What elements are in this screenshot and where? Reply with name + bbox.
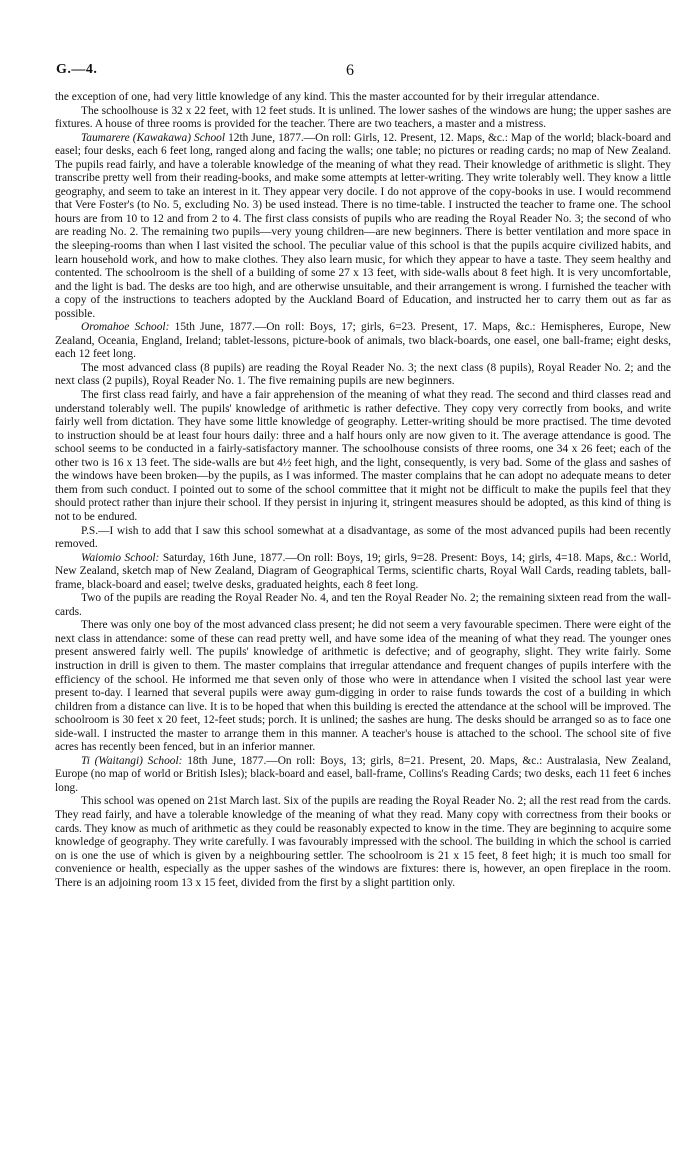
paragraph-text: Two of the pupils are reading the Royal Reader No. 4, and ten the Royal Reader No. 2; the remaining sixteen read from the wall-cards. <box>55 592 671 618</box>
paragraph <box>55 592 671 619</box>
paragraph <box>55 105 671 132</box>
paragraph <box>55 795 671 890</box>
school-name: Taumarere (Kawakawa) School <box>81 131 226 144</box>
paragraph <box>55 321 671 362</box>
page-header <box>0 62 700 82</box>
paragraph-text: the exception of one, had very little knowledge of any kind. This the master accounted for by their irregular attendance. <box>55 91 600 103</box>
paragraph <box>55 362 671 389</box>
paragraph <box>55 552 671 593</box>
paragraph-text: There was only one boy of the most advanced class present; he did not seem a very favourable specimen. There were eight of the next class in attendance: some of these can read pretty well, and have some idea of the meaning of what they read. The younger ones present answered fairly well. The pupils' knowledge of arithmetic is defective; and of geography, slight. They write fairly. Some instruction in drill is given to them. The master complains that irregular attendance and frequent changes of pupils interfere with the efficiency of the school. He informed me that seven only of those who were in attendance when I visited the school last year were present to-day. I learned that several pupils were away gum-digging in order to raise funds towards the cost of a building in which children from a distance can live. It is to be hoped that when this building is erected the attendance at the school will be improved. The schoolroom is 30 feet x 20 feet, 12-feet studs; porch. It is unlined; the sashes are hung. The desks should be arranged so as to face one side-wall. I instructed the master to arrange them in this manner. A teacher's house is attached to the school. The school site of five acres has recently been fenced, but in an inferior manner. <box>55 619 671 754</box>
paragraph <box>55 619 671 754</box>
school-name: Ti (Waitangi) School: <box>81 754 183 767</box>
paragraph-text: The first class read fairly, and have a fair apprehension of the meaning of what they read. The second and third classes read and understand tolerably well. The pupils' knowledge of arithmetic is rather defective. They copy very correctly from books, and write fairly well from dictation. They have some little knowledge of geography. Letter-writing should be more practised. The time devoted to instruction should be at least four hours daily: three and a half hours only are now given to it. The average attendance is good. The school seems to be conducted in a fairly-satisfactory manner. The schoolhouse consists of three rooms, one 34 x 26 feet; each of the other two is 16 x 13 feet. The side-walls are but 4½ feet high, and the light, consequently, is very bad. Some of the glass and sashes of the windows have been broken—by the pupils, as I was informed. The master complains that he can adopt no adequate means to deter them from such conduct. I pointed out to some of the school committee that it might not be difficult to make the pupils feel that they should protect rather than injure their school. If they persist in injuring it, stringent measures should be adopted, as this kind of thing is not to be endured. <box>55 389 671 523</box>
paragraph <box>55 389 671 524</box>
paragraph <box>55 132 671 322</box>
paragraph-text: 15th June, 1877.—On roll: Boys, 17; girls, 6=23. Present, 17. Maps, &c.: Hemispheres, Europe, New Zealand, Oceania, England, Ireland; tablet-lessons, picture-book of animals, two black-boards, one easel, one ball-frame; eight desks, each 12 feet long. <box>55 321 671 361</box>
school-name: Oromahoe School: <box>81 321 170 334</box>
body-text <box>55 91 671 890</box>
document-code: G.—4. <box>56 62 98 77</box>
paragraph <box>55 91 671 105</box>
paragraph <box>55 755 671 796</box>
paragraph-text: The most advanced class (8 pupils) are reading the Royal Reader No. 3; the next class (8 pupils), Royal Reader No. 2; and the next class (2 pupils), Royal Reader No. 1. The five remaining pupils are new beginners. <box>55 361 671 388</box>
paragraph-text: 12th June, 1877.—On roll: Girls, 12. Present, 12. Maps, &c.: Map of the world; black-board and easel; four desks, each 6 feet long, ranged along and facing the walls; one table; no pictures or reading cards; no map of New Zealand. The pupils read fairly, and have a tolerable knowledge of the meaning of what they read. Their knowledge of arithmetic is slight. They transcribe pretty well from their reading-books, and make some attempts at letter-writing. They write tolerably well. They know a little geography, and seem to take an interest in it. They appear very docile. I do not approve of the copy-books in use. I would recommend that Vere Foster's (to No. 5, excluding No. 3) be used instead. There is no time-table. I instructed the teacher to frame one. The school hours are from 10 to 12 and from 2 to 4. The first class consists of pupils who are reading the Royal Reader No. 3; the second of who are reading No. 2. The remaining two pupils—very young children—are new beginners. There is better ventilation and more space in the sleeping-rooms than when I last visited the school. The peculiar value of this school is that the pupils acquire civilized habits, and learn household work, and how to make clothes. They also learn music, for which they appear to have a taste. They seem healthy and contented. The schoolroom is the shell of a building of some 27 x 13 feet, with side-walls about 8 feet high. It is very uncomfortable, and the light is bad. The desks are too high, and are otherwise unsuitable, and their arrangement is wrong. I furnished the teacher with a copy of the instructions to teachers adopted by the Auckland Board of Education, and instructed her to carry them out as far as possible. <box>55 131 671 320</box>
paragraph-text: This school was opened on 21st March last. Six of the pupils are reading the Royal Reader No. 2; all the rest read from the cards. They read fairly, and have a tolerable knowledge of the meaning of what they read. Many copy with correctness from their books or cards. They know as much of arithmetic as they could be reasonably expected to know in the time. They are beginning to acquire some knowledge of geography. They write carefully. I was favourably impressed with the school. The building in which the school is carried on is one the use of which is given by a neighbouring settler. The schoolroom is 21 x 15 feet, 8 feet high; it is much too small for convenience or health, especially as the upper sashes of the windows are fixtures: there is, however, an open fireplace in the room. There is an adjoining room 13 x 15 feet, divided from the first by a slight partition only. <box>55 795 671 889</box>
paragraph-text: Saturday, 16th June, 1877.—On roll: Boys, 19; girls, 9=28. Present: Boys, 14; girls, 4=18. Maps, &c.: World, New Zealand, sketch map of New Zealand, Diagram of Geographical Terms, scientific charts, Royal Wall Cards, reading tablets, ball-frame, black-board and easel; twelve desks, graduated heights, each 8 feet long. <box>55 551 671 591</box>
paragraph-text: The schoolhouse is 32 x 22 feet, with 12 feet studs. It is unlined. The lower sashes of the windows are hung; the upper sashes are fixtures. A house of three rooms is provided for the teacher. There are two teachers, a master and a mistress. <box>55 104 671 131</box>
paragraph-text: P.S.—I wish to add that I saw this school somewhat at a disadvantage, as some of the most advanced pupils had been recently removed. <box>55 524 671 551</box>
page-number: 6 <box>346 62 354 79</box>
paragraph-text: 18th June, 1877.—On roll: Boys, 13; girls, 8=21. Present, 20. Maps, &c.: Australasia, New Zealand, Europe (no map of world or British Isles); black-board and easel, ball-frame, Collins's Reading Cards; two desks, each 11 feet 6 inches long. <box>55 754 671 794</box>
school-name: Waiomio School: <box>81 551 160 564</box>
paragraph <box>55 525 671 552</box>
